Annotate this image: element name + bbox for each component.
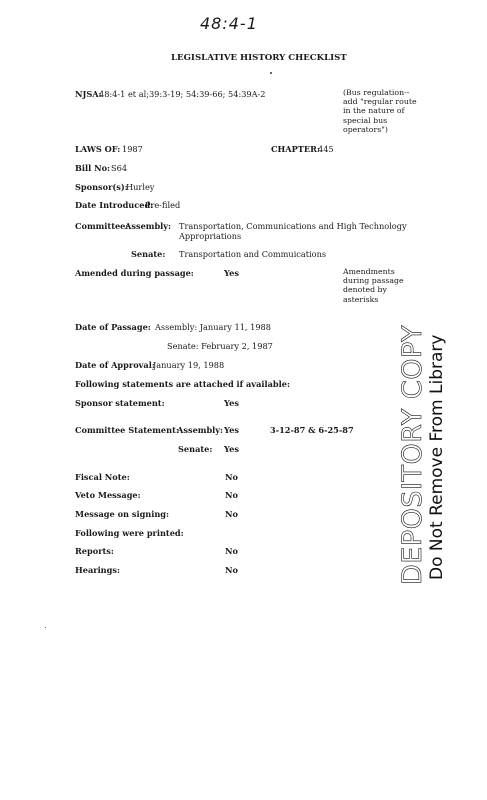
message-on-signing-value: No: [225, 509, 238, 519]
chapter-value: 445: [318, 144, 334, 154]
committee-statement-assembly-label: Assembly:: [177, 425, 224, 435]
page-title: LEGISLATIVE HISTORY CHECKLIST: [171, 53, 347, 63]
following-printed-heading: Following were printed:: [75, 528, 184, 538]
date-introduced-label: Date Introduced:: [75, 200, 154, 210]
stamp-depository-copy: DEPOSITORY COPY: [397, 324, 428, 585]
sponsor-label: Sponsor(s):: [75, 182, 128, 192]
veto-message-label: Veto Message:: [75, 490, 141, 500]
fiscal-note-value: No: [225, 472, 238, 482]
chapter-label: CHAPTER:: [271, 144, 320, 154]
veto-message-value: No: [225, 490, 238, 500]
bill-no-label: Bill No:: [75, 163, 111, 173]
hearings-label: Hearings:: [75, 565, 120, 575]
committee-assembly-label: Assembly:: [125, 221, 172, 231]
date-introduced-value: Pre-filed: [145, 200, 181, 210]
njsa-label: NJSA:: [75, 89, 102, 99]
njsa-value: 48:4-1 et al;39:3-19; 54:39-66; 54:39A-2: [99, 89, 266, 99]
message-on-signing-label: Message on signing:: [75, 509, 170, 519]
reports-label: Reports:: [75, 546, 114, 556]
sponsor-statement-value: Yes: [224, 398, 239, 408]
date-of-passage-label: Date of Passage:: [75, 322, 151, 332]
hearings-value: No: [225, 565, 238, 575]
amended-note: Amendments during passage denoted by asterisks: [343, 267, 404, 304]
committee-senate-value: Transportation and Commuications: [179, 249, 327, 259]
committee-statement-senate-label: Senate:: [178, 444, 213, 454]
amended-label: Amended during passage:: [75, 268, 194, 278]
depository-stamp: [375, 324, 447, 585]
committee-statement-dates: 3-12-87 & 6-25-87: [270, 425, 354, 435]
following-attached-heading: Following statements are attached if available:: [75, 379, 290, 389]
laws-of-label: LAWS OF:: [75, 144, 121, 154]
date-of-passage-assembly: Assembly: January 11, 1988: [155, 322, 271, 332]
njsa-note: (Bus regulation-- add "regular route in the nature of special bus operators"): [343, 88, 417, 134]
sponsor-statement-label: Sponsor statement:: [75, 398, 165, 408]
reports-value: No: [225, 546, 238, 556]
sponsor-value: Hurley: [126, 182, 155, 192]
committee-senate-label: Senate:: [131, 249, 166, 259]
committee-statement-senate-value: Yes: [224, 444, 239, 454]
stamp-do-not-remove: Do Not Remove From Library: [427, 334, 447, 580]
date-of-approval-label: Date of Approval:: [75, 360, 155, 370]
committee-statement-label: Committee Statement:: [75, 425, 179, 435]
fiscal-note-label: Fiscal Note:: [75, 472, 130, 482]
date-of-approval-value: January 19, 1988: [153, 360, 225, 370]
amended-value: Yes: [224, 268, 239, 278]
committee-assembly-value-2: Appropriations: [179, 231, 242, 241]
committee-statement-assembly-value: Yes: [224, 425, 239, 435]
scan-speck: [45, 627, 46, 628]
handwritten-reference: 48:4-1: [200, 14, 258, 33]
laws-of-value: 1987: [122, 144, 143, 154]
bill-no-value: S64: [111, 163, 128, 173]
date-of-passage-senate: Senate: February 2, 1987: [167, 341, 273, 351]
committee-assembly-value-1: Transportation, Communications and High Technology: [179, 221, 407, 231]
stray-mark: [270, 72, 272, 74]
committee-label: Committee:: [75, 221, 129, 231]
